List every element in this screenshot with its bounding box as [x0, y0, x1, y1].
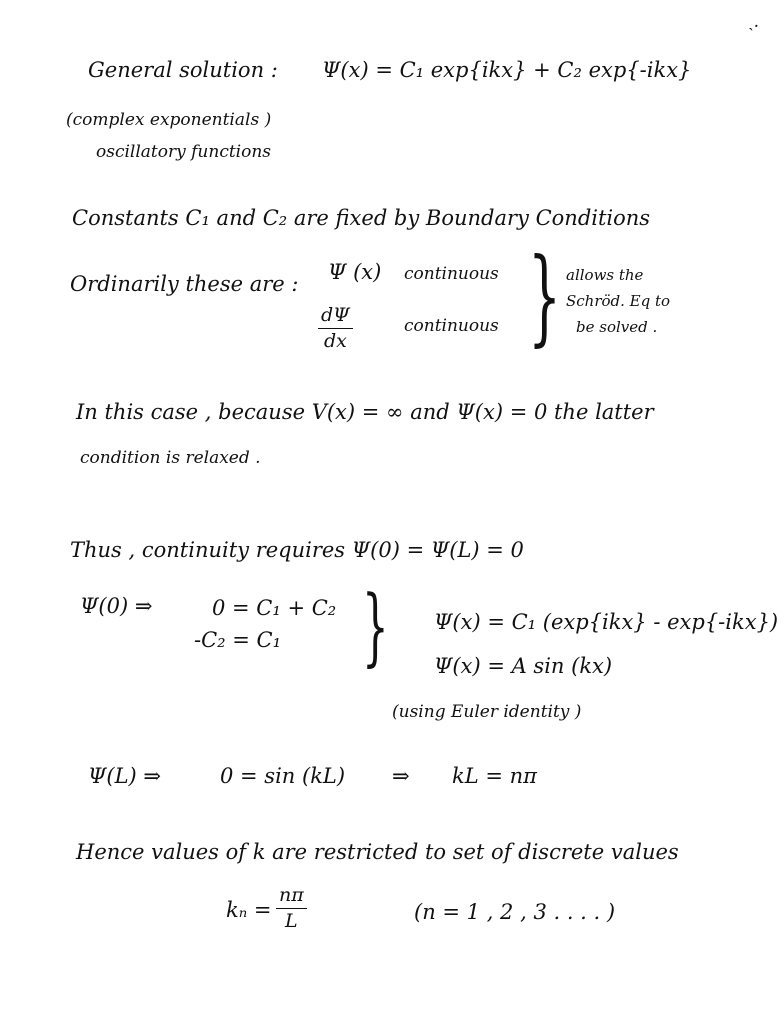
conditions-note-3: be solved .: [576, 318, 658, 336]
ordinarily-label: Ordinarily these are :: [70, 272, 299, 296]
this-case-line-2: condition is relaxed .: [80, 448, 261, 468]
k-n-numerator: nπ: [279, 884, 304, 906]
boundary-brace: }: [362, 577, 389, 675]
general-solution-note-1: (complex exponentials ): [66, 110, 272, 130]
constants-line: Constants C₁ and C₂ are fixed by Boundary Conditions: [72, 206, 651, 230]
condition-1-word: continuous: [404, 264, 499, 284]
k-n-denominator: L: [285, 910, 298, 932]
boundary-equation-1: 0 = C₁ + C₂: [212, 596, 337, 620]
derivative-numerator: dΨ: [321, 304, 350, 326]
sine-condition: 0 = sin (kL): [220, 764, 346, 788]
k-n-fraction: [276, 886, 307, 931]
condition-2-word: continuous: [404, 316, 499, 336]
quantization-condition: kL = nπ: [452, 764, 537, 788]
k-n-lhs: kₙ =: [226, 898, 272, 922]
corner-mark: ˎ.: [748, 12, 760, 32]
psi-zero-label: Ψ(0) ⇒: [80, 594, 153, 618]
condition-psi: Ψ (x): [328, 260, 382, 284]
derivative-denominator: dx: [323, 330, 347, 352]
psi-l-label: Ψ(L) ⇒: [88, 764, 162, 788]
general-solution-label: General solution :: [88, 58, 278, 82]
k-n-fraction-bar: [276, 908, 307, 909]
conditions-note-1: allows the: [566, 266, 644, 284]
result-equation-1: Ψ(x) = C₁ (exp{ikx} - exp{-ikx}): [434, 610, 779, 634]
result-equation-2: Ψ(x) = A sin (kx): [434, 654, 613, 678]
conditions-note-2: Schröd. Eq to: [566, 292, 671, 310]
this-case-line-1: In this case , because V(x) = ∞ and Ψ(x) = 0 the latter: [76, 400, 654, 424]
boundary-equation-2: -C₂ = C₁: [194, 628, 282, 652]
general-solution-equation: Ψ(x) = C₁ exp{ikx} + C₂ exp{-ikx}: [322, 58, 692, 82]
euler-note: (using Euler identity ): [392, 702, 582, 722]
continuity-line: Thus , continuity requires Ψ(0) = Ψ(L) = 0: [70, 538, 524, 562]
general-solution-note-2: oscillatory functions: [96, 142, 272, 162]
conditions-brace: }: [528, 235, 562, 357]
n-range: (n = 1 , 2 , 3 . . . . ): [414, 900, 616, 924]
fraction-bar: [318, 328, 353, 329]
implies-arrow: ⇒: [392, 764, 410, 788]
hence-line: Hence values of k are restricted to set of discrete values: [76, 840, 679, 864]
derivative-fraction: [318, 306, 353, 351]
